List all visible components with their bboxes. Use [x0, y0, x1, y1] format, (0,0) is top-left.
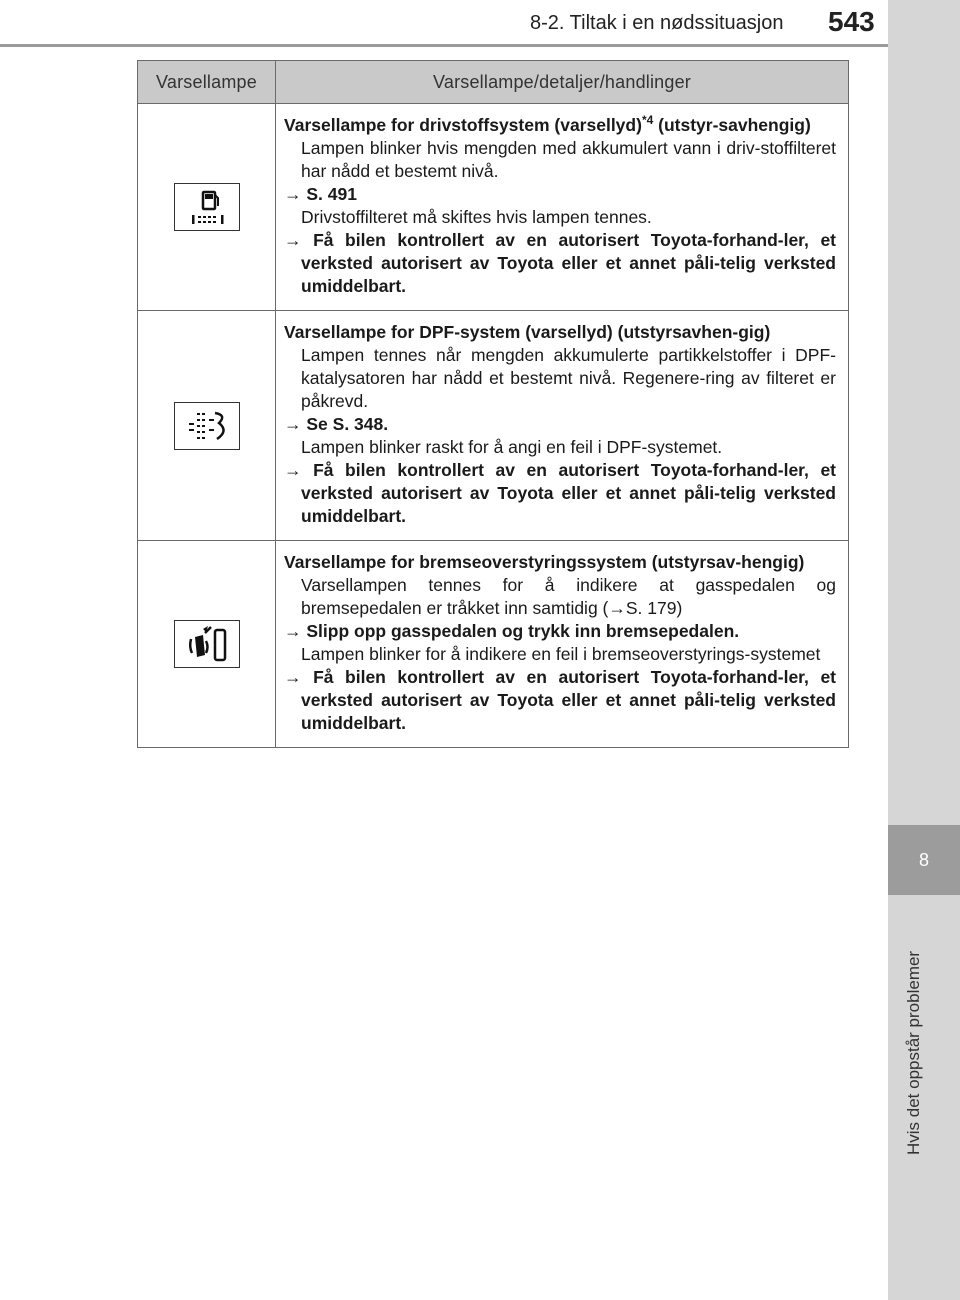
description: Lampen blinker for å indikere en feil i bremseoverstyrings-systemet	[301, 644, 821, 664]
dpf-warning-icon	[174, 402, 240, 450]
icon-cell	[138, 104, 276, 311]
row-title: Varsellampe for bremseoverstyringssystem (utstyrsav-hengig)	[284, 552, 805, 572]
row-title: Varsellampe for DPF-system (varsellyd) (utstyrsavhen-gig)	[284, 322, 771, 342]
details-cell	[276, 311, 849, 541]
row-title: Varsellampe for drivstoffsystem (varsellyd)$^{*4}$ (utstyr-savhengig)	[284, 113, 811, 135]
description: Lampen blinker hvis mengden med akkumulert vann i driv-stoffilteret har nådd et bestemt nivå.	[301, 138, 836, 181]
chapter-number: 8	[888, 825, 960, 895]
table-row	[138, 311, 849, 541]
arrow-right-icon: →	[284, 184, 302, 204]
arrow-right-icon: →	[608, 598, 626, 618]
table-row	[138, 541, 849, 748]
table-row	[138, 104, 849, 311]
action-instruction: → Få bilen kontrollert av en autorisert Toyota-forhand-ler, et verksted autorisert av Toyota eller et annet påli-telig verksted umiddelbart.	[284, 667, 837, 733]
header-divider	[0, 44, 888, 47]
column-header-details: Varsellampe/detaljer/handlinger	[276, 61, 849, 104]
action-reference: → Se S. 348.	[284, 414, 389, 434]
description: Lampen blinker raskt for å angi en feil i DPF-systemet.	[301, 437, 723, 457]
action-instruction: → Få bilen kontrollert av en autorisert Toyota-forhand-ler, et verksted autorisert av Toyota eller et annet påli-telig verksted umiddelbart.	[284, 230, 837, 296]
chapter-side-tab	[888, 0, 960, 1300]
column-header-lamp: Varsellampe	[138, 61, 276, 104]
action-reference: → S. 491	[284, 184, 357, 204]
details-cell	[276, 541, 849, 748]
description: Drivstoffilteret må skiftes hvis lampen tennes.	[301, 207, 652, 227]
arrow-right-icon: →	[284, 414, 302, 434]
table-header-row	[138, 61, 849, 104]
chapter-label: Hvis det oppstår problemer	[904, 950, 923, 1155]
icon-cell	[138, 311, 276, 541]
section-title: 8-2. Tiltak i en nødssituasjon	[530, 12, 784, 34]
brake-override-warning-icon	[174, 620, 240, 668]
action-instruction: → Slipp opp gasspedalen og trykk inn bremsepedalen.	[284, 621, 740, 641]
details-cell	[276, 104, 849, 311]
icon-cell	[138, 541, 276, 748]
action-instruction: → Få bilen kontrollert av en autorisert Toyota-forhand-ler, et verksted autorisert av Toyota eller et annet påli-telig verksted umiddelbart.	[284, 460, 837, 526]
arrow-right-icon: →	[284, 230, 302, 250]
description: Lampen tennes når mengden akkumulerte partikkelstoffer i DPF-katalysatoren har nådd et bestemt nivå. Regenere-ring av filteret er påkrevd.	[301, 345, 836, 411]
description: Varsellampen tennes for å indikere at gasspedalen og bremsepedalen er tråkket inn samtidig (→S. 179)	[301, 575, 836, 618]
warning-light-table	[137, 60, 849, 748]
arrow-right-icon: →	[284, 460, 302, 480]
arrow-right-icon: →	[284, 667, 302, 687]
page-number: 543	[828, 6, 875, 37]
arrow-right-icon: →	[284, 621, 302, 641]
fuel-filter-warning-icon	[174, 183, 240, 231]
